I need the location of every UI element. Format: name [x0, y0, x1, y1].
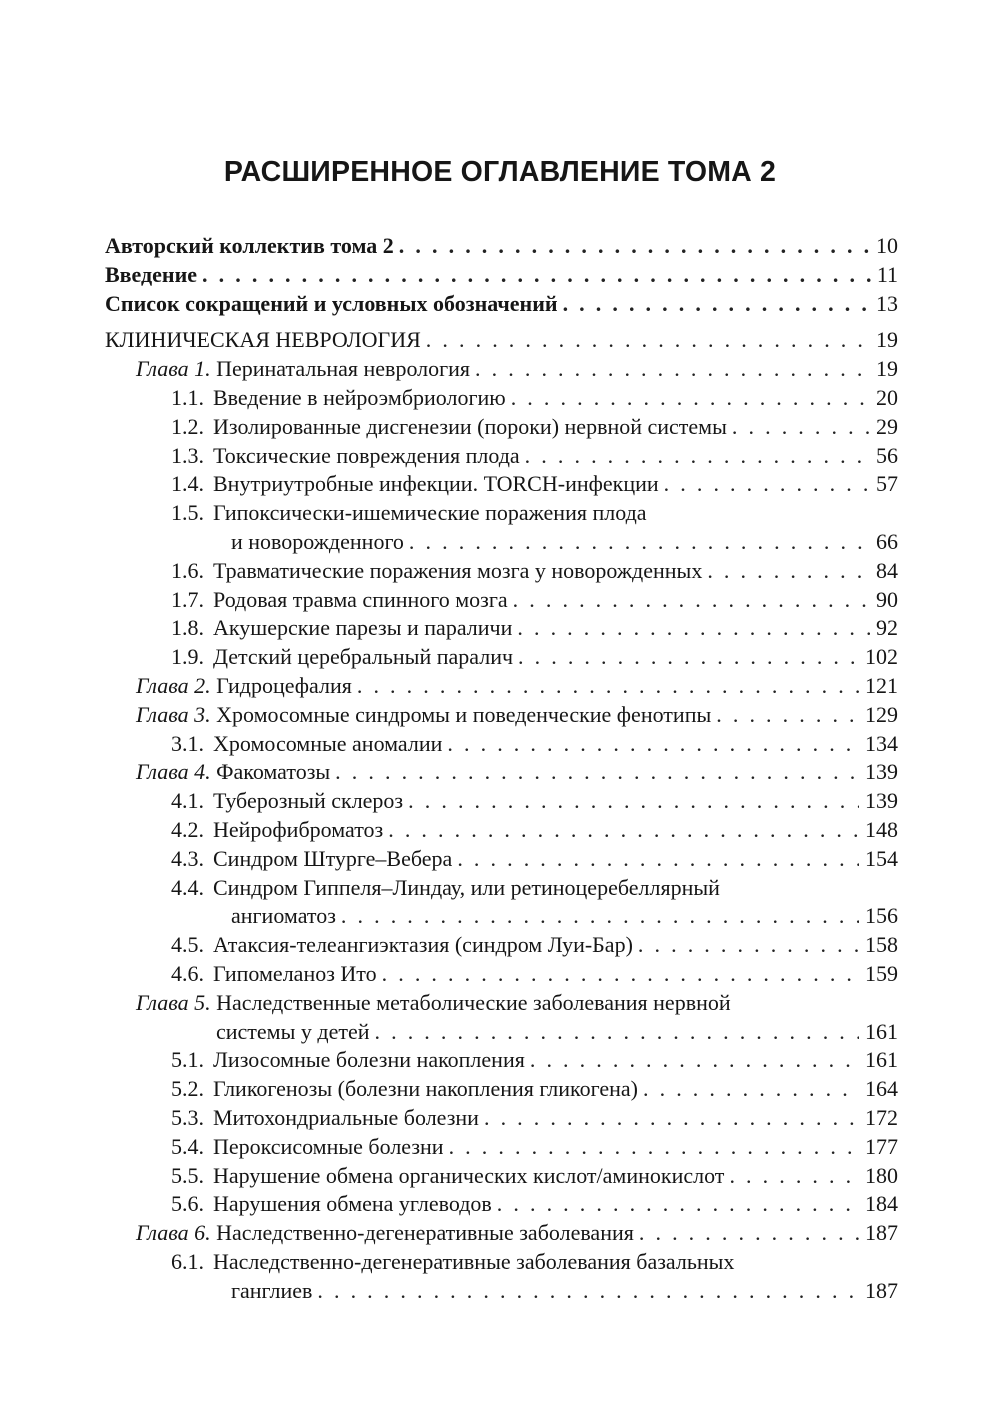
section-number: 4.3.: [171, 845, 204, 871]
leader-dots: [408, 787, 859, 816]
toc-entry-chapter[interactable]: [105, 355, 898, 384]
section-number: 1.4.: [171, 471, 204, 497]
page-number: 29: [876, 413, 898, 439]
section-title: Гипомеланоз Ито: [213, 960, 377, 986]
section-title: Синдром Штурге–Вебера: [213, 845, 453, 871]
leader-dots: [426, 326, 870, 355]
leader-dots: [388, 816, 859, 845]
entry-text: Авторский коллектив тома 2: [105, 233, 394, 258]
chapter-label: Глава 5.: [136, 989, 211, 1015]
section-number: 5.4.: [171, 1133, 204, 1159]
leader-dots: [643, 1075, 859, 1104]
leader-dots: [335, 758, 859, 787]
page-number: 90: [876, 586, 898, 612]
section-title: Синдром Гиппеля–Линдау, или ретиноцеребеллярный: [213, 874, 720, 900]
section-title: Детский церебральный паралич: [213, 644, 514, 670]
page-number: 159: [865, 960, 898, 986]
section-number: 1.7.: [171, 586, 204, 612]
chapter-label: Глава 3.: [136, 701, 211, 727]
section-title: Внутриутробные инфекции. TORCH-инфекции: [213, 471, 659, 497]
toc-entry-section[interactable]: [105, 643, 898, 672]
section-title: Лизосомные болезни накопления: [213, 1047, 525, 1073]
section-title: Введение в нейроэмбриологию: [213, 384, 506, 410]
toc-entry-section[interactable]: [105, 614, 898, 643]
leader-dots: [457, 845, 859, 874]
section-number: 1.8.: [171, 615, 204, 641]
section-number: 5.5.: [171, 1162, 204, 1188]
toc-entry-section[interactable]: [105, 960, 898, 989]
toc-entry-section[interactable]: [105, 442, 898, 471]
leader-dots: [357, 672, 859, 701]
section-title: Митохондриальные болезни: [213, 1104, 479, 1130]
section-title: Наследственно-дегенеративные заболевания базальных: [213, 1248, 735, 1274]
page-number: 84: [876, 557, 898, 583]
page-title: РАСШИРЕННОЕ ОГЛАВЛЕНИЕ ТОМА 2: [223, 156, 777, 188]
toc-entry-section-continuation[interactable]: [105, 1277, 898, 1306]
toc-entry-section[interactable]: [105, 816, 898, 845]
page-number: 148: [865, 816, 898, 842]
leader-dots: [513, 586, 870, 615]
leader-dots: [447, 730, 859, 759]
section-title-continuation: ганглиев: [231, 1277, 313, 1303]
page-number: 161: [865, 1018, 898, 1044]
page-number: 139: [865, 759, 898, 785]
chapter-label: Глава 1.: [136, 356, 211, 382]
section-title: Травматические поражения мозга у новорожденных: [213, 557, 703, 583]
section-title: Токсические повреждения плода: [213, 442, 520, 468]
toc-entry-section[interactable]: [105, 787, 898, 816]
page-number: 92: [876, 615, 898, 641]
section-number: 4.5.: [171, 932, 204, 958]
leader-dots: [484, 1104, 859, 1133]
section-number: 1.2.: [171, 413, 204, 439]
section-number: 5.2.: [171, 1076, 204, 1102]
leader-dots: [563, 290, 870, 319]
section-number: 4.4.: [171, 874, 204, 900]
section-number: 1.3.: [171, 442, 204, 468]
page-number: 19: [876, 356, 898, 382]
toc-entry-section[interactable]: [105, 1133, 898, 1162]
chapter-title-continuation: системы у детей: [216, 1018, 370, 1044]
leader-dots: [639, 1219, 859, 1248]
page-number: 154: [865, 845, 898, 871]
toc-entry-section[interactable]: [105, 1248, 898, 1277]
toc-entry-abbreviations[interactable]: [105, 290, 898, 319]
page-number: 56: [876, 442, 898, 468]
chapter-title: Наследственные метаболические заболевания нервной: [216, 989, 731, 1015]
section-title: Хромосомные аномалии: [213, 730, 443, 756]
leader-dots: [664, 470, 870, 499]
leader-dots: [729, 1162, 859, 1191]
toc-entry-introduction[interactable]: [105, 261, 898, 290]
section-title: Родовая травма спинного мозга: [213, 586, 508, 612]
section-number: 1.6.: [171, 557, 204, 583]
toc-entry-section[interactable]: [105, 413, 898, 442]
chapter-title: Гидроцефалия: [216, 672, 352, 698]
toc-entry-section[interactable]: [105, 845, 898, 874]
chapter-title: Перинатальная неврология: [216, 356, 471, 382]
chapter-label: Глава 2.: [136, 672, 211, 698]
section-title-continuation: и новорожденного: [231, 528, 404, 554]
page-number: 139: [865, 788, 898, 814]
toc-entry-chapter[interactable]: [105, 1219, 898, 1248]
leader-dots: [399, 232, 870, 261]
page-number: 11: [876, 261, 898, 287]
page-number: 184: [865, 1191, 898, 1217]
page-number: 19: [876, 327, 898, 353]
leader-dots: [475, 355, 870, 384]
page-number: 134: [865, 730, 898, 756]
page-number: 102: [865, 644, 898, 670]
page-number: 180: [865, 1162, 898, 1188]
toc-entry-part[interactable]: [105, 326, 898, 355]
section-title: Изолированные дисгенезии (пороки) нервной системы: [213, 413, 727, 439]
page-number: 121: [865, 672, 898, 698]
leader-dots: [341, 902, 859, 931]
leader-dots: [716, 701, 859, 730]
entry-text: Список сокращений и условных обозначений: [105, 290, 558, 316]
page-number: 20: [876, 384, 898, 410]
leader-dots: [449, 1133, 859, 1162]
toc-entry-section[interactable]: [105, 1046, 898, 1075]
leader-dots: [375, 1018, 860, 1047]
section-title: Пероксисомные болезни: [213, 1133, 444, 1159]
page-number: 13: [876, 290, 898, 316]
leader-dots: [530, 1046, 859, 1075]
leader-dots: [517, 614, 870, 643]
section-title: Туберозный склероз: [213, 788, 404, 814]
leader-dots: [525, 442, 870, 471]
entry-text: Введение: [105, 261, 198, 287]
leader-dots: [382, 960, 859, 989]
leader-dots: [707, 557, 870, 586]
section-title: Нарушение обмена органических кислот/аминокислот: [213, 1162, 725, 1188]
section-number: 6.1.: [171, 1248, 204, 1274]
leader-dots: [497, 1190, 859, 1219]
section-number: 5.3.: [171, 1104, 204, 1130]
section-number: 5.6.: [171, 1191, 204, 1217]
section-title: Гипоксически-ишемические поражения плода: [213, 500, 647, 526]
toc-entry-chapter[interactable]: [105, 701, 898, 730]
section-title: Гликогенозы (болезни накопления гликогена): [213, 1076, 638, 1102]
toc-entry-section[interactable]: [105, 557, 898, 586]
toc-entry-section[interactable]: [105, 384, 898, 413]
leader-dots: [317, 1277, 859, 1306]
section-number: 4.6.: [171, 960, 204, 986]
chapter-label: Глава 4.: [136, 759, 211, 785]
toc-entry-section[interactable]: [105, 499, 898, 528]
section-number: 5.1.: [171, 1047, 204, 1073]
page-number: 172: [865, 1104, 898, 1130]
section-number: 4.1.: [171, 788, 204, 814]
toc-entry-section[interactable]: [105, 1190, 898, 1219]
page-number: 158: [865, 932, 898, 958]
leader-dots: [409, 528, 870, 557]
section-title: Акушерские парезы и параличи: [213, 615, 513, 641]
toc-entry-section[interactable]: [105, 1104, 898, 1133]
chapter-title: Хромосомные синдромы и поведенческие фенотипы: [216, 701, 712, 727]
leader-dots: [511, 384, 870, 413]
page-number: 10: [876, 233, 898, 258]
chapter-label: Глава 6.: [136, 1220, 211, 1246]
leader-dots: [638, 931, 859, 960]
section-title: Нарушения обмена углеводов: [213, 1191, 492, 1217]
section-number: 1.9.: [171, 644, 204, 670]
chapter-title: Наследственно-дегенеративные заболевания: [216, 1220, 634, 1246]
leader-dots: [518, 643, 859, 672]
toc-entry-section[interactable]: [105, 874, 898, 903]
section-number: 3.1.: [171, 730, 204, 756]
page-number: 66: [876, 528, 898, 554]
toc-entry-section[interactable]: [105, 931, 898, 960]
toc-entry-section[interactable]: [105, 470, 898, 499]
toc-entry-section[interactable]: [105, 586, 898, 615]
page-number: 187: [865, 1220, 898, 1246]
section-title: Атаксия-телеангиэктазия (синдром Луи-Бар): [213, 932, 633, 958]
section-number: 4.2.: [171, 816, 204, 842]
page-number: 161: [865, 1047, 898, 1073]
section-number: 1.1.: [171, 384, 204, 410]
chapter-title: Факоматозы: [216, 759, 331, 785]
section-title-continuation: ангиоматоз: [231, 903, 336, 929]
page-number: 187: [865, 1277, 898, 1303]
page-number: 129: [865, 701, 898, 727]
toc-entry-section[interactable]: [105, 1162, 898, 1191]
page-number: 164: [865, 1076, 898, 1102]
leader-dots: [202, 261, 871, 290]
page-number: 177: [865, 1133, 898, 1159]
leader-dots: [732, 413, 870, 442]
toc-entry-section-continuation[interactable]: [105, 528, 898, 557]
section-title: Нейрофиброматоз: [213, 816, 384, 842]
toc-entry-chapter-continuation[interactable]: [105, 1018, 898, 1047]
toc-entry-section[interactable]: [105, 1075, 898, 1104]
toc-entry-chapter[interactable]: [105, 758, 898, 787]
entry-text: КЛИНИЧЕСКАЯ НЕВРОЛОГИЯ: [105, 327, 421, 353]
page-number: 156: [865, 903, 898, 929]
page-number: 57: [876, 471, 898, 497]
toc-entry-chapter[interactable]: [105, 672, 898, 701]
toc-entry-section[interactable]: [105, 730, 898, 759]
toc-entry-authors[interactable]: [105, 232, 898, 261]
toc-entry-chapter[interactable]: [105, 989, 898, 1018]
toc-entry-section-continuation[interactable]: [105, 902, 898, 931]
section-number: 1.5.: [171, 500, 204, 526]
table-of-contents: [105, 232, 898, 1305]
